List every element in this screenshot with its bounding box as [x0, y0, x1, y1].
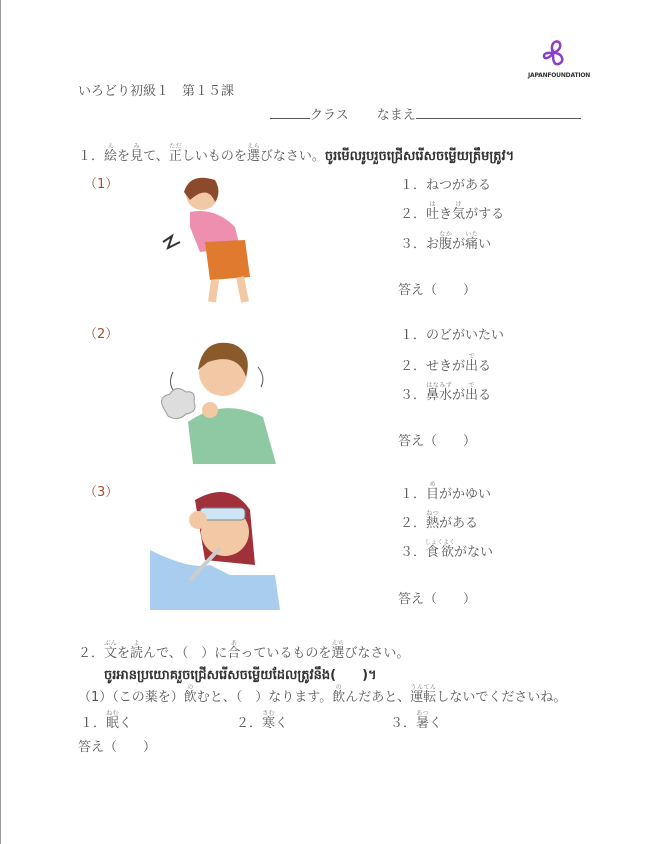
- q1-option[interactable]: [400, 201, 504, 222]
- logo-text: JAPANFOUNDATION: [528, 72, 591, 79]
- q2-answer[interactable]: 答え（ ）: [78, 740, 157, 755]
- ruby-text: ３．鼻水はなみずが出でる: [400, 382, 492, 403]
- q1-option[interactable]: [400, 481, 491, 502]
- ruby-text: ２．文ぶんを読よんで、（ ）に合あっているものを選えらびなさい。: [78, 640, 410, 661]
- q1-instruction: [78, 143, 514, 167]
- ruby-text: ２．熱ねつがある: [400, 510, 479, 531]
- japan-foundation-logo: [528, 38, 591, 79]
- q1-answer[interactable]: 答え（ ）: [398, 283, 477, 298]
- class-label: クラス: [310, 108, 349, 123]
- worksheet-title: いろどり初級１ 第１５課: [78, 84, 235, 99]
- q2-instruction-khmer: ចូរអានប្រយោគរួចជ្រើសរើសចម្លើយដែលត្រូវនឹង( )។: [104, 668, 377, 683]
- ruby-text: ３．お腹なかが痛いたい: [400, 231, 492, 252]
- q2-option-3[interactable]: [390, 710, 442, 731]
- q1-option[interactable]: [400, 324, 504, 343]
- ruby-text: １．絵えを見みて、正ただしいものを選えらびなさい。: [78, 143, 325, 164]
- ruby-text: （1）（この薬を）飲のむと、（ ）なります。飲のんだあと、運転うんてんしないでくださいね。: [78, 684, 567, 705]
- page-edge: [0, 0, 1, 844]
- ruby-text: １．のどがいたい: [400, 328, 505, 343]
- ruby-text: １．眠ねむく: [80, 710, 133, 731]
- q1-answer[interactable]: 答え（ ）: [398, 592, 477, 607]
- q1-item-number: （2）: [84, 327, 119, 342]
- butterfly-icon: [538, 38, 568, 68]
- coughing-illustration: [158, 332, 283, 464]
- class-name-line: [270, 104, 581, 123]
- q1-item-number: （1）: [84, 177, 119, 192]
- stomachache-illustration: [160, 172, 260, 307]
- q2-option-1[interactable]: [80, 710, 132, 731]
- ruby-text: ３．食欲しょくよくがない: [400, 539, 494, 560]
- class-blank[interactable]: [270, 107, 310, 119]
- q2-option-2[interactable]: [236, 710, 288, 731]
- name-label: なまえ: [376, 108, 416, 123]
- q1-option[interactable]: [400, 174, 491, 193]
- q2-instruction: [78, 640, 409, 661]
- q1-option[interactable]: [400, 231, 491, 252]
- ruby-text: ２．吐はき気けがする: [400, 201, 505, 222]
- q1-option[interactable]: [400, 539, 493, 560]
- q1-option[interactable]: [400, 510, 478, 531]
- q1-option[interactable]: [400, 353, 491, 374]
- ruby-text: １．目めがかゆい: [400, 481, 492, 502]
- q1-option[interactable]: [400, 382, 491, 403]
- name-blank[interactable]: [416, 107, 581, 119]
- q1-instruction-khmer: ចូរមើលរូបរួចជ្រើសរើសចម្លើយត្រឹមត្រូវ។: [324, 149, 515, 164]
- ruby-text: １．ねつがある: [400, 178, 492, 193]
- ruby-text: ２．寒さむく: [236, 710, 289, 731]
- q1-answer[interactable]: 答え（ ）: [398, 434, 477, 449]
- ruby-text: ２．せきが出でる: [400, 353, 492, 374]
- q1-item-number: （3）: [84, 485, 119, 500]
- ruby-text: ３．暑あつく: [390, 710, 443, 731]
- q2-sentence: [78, 684, 566, 705]
- fever-illustration: [150, 480, 280, 610]
